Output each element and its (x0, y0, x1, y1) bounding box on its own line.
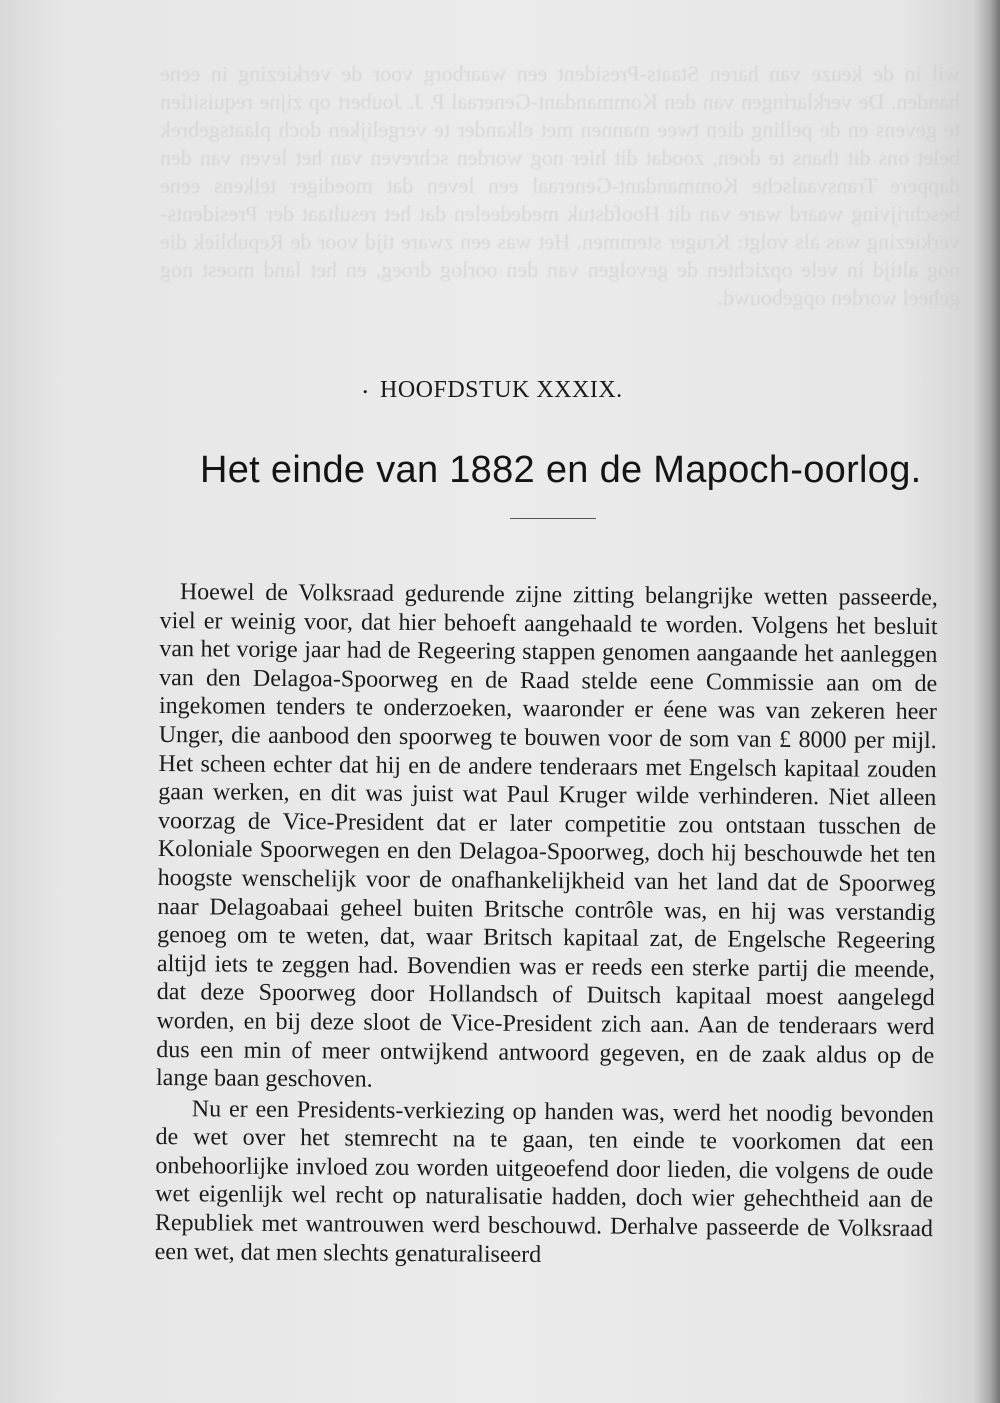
page-edge-shadow (974, 0, 1000, 1403)
paragraph: Hoewel de Volksraad gedurende zijne zitting belangrijke wetten passeerde, viel er weinig voor, dat hier behoeft aangehaald te worden. Volgens het besluit van het vorige jaar had de Regeering stappen genomen aangaande het aanleggen van den Delagoa-Spoorweg en de Raad stelde eene Commissie aan om de ingekomen tenders te onderzoeken, waaronder er éene was van zekeren heer Unger, die aanbood den spoorweg te bouwen voor de som van £ 8000 per mijl. Het scheen echter dat hij en de andere tenderaars met Engelsch kapitaal zouden gaan werken, en dit was juist wat Paul Kruger wilde verhinderen. Niet alleen voorzag de Vice-President dat er later competitie zou ontstaan tusschen de Koloniale Spoorwegen en den Delagoa-Spoorweg, doch hij beschouwde het ten hoogste wenschelijk voor de onafhankelijkheid van het land dat de Spoorweg naar Delagoabaai geheel buiten Britsche contrôle was, en hij was verstandig genoeg om te weten, dat, waar Britsch kapitaal zat, de Engelsche Regeering altijd iets te zeggen had. Bovendien was er reeds een sterke partij die meende, dat deze Spoorweg door Hollandsch of Duitsch kapitaal moest aangelegd worden, en bij deze sloot de Vice-President zich aan. Aan de tenderaars werd dus een min of meer ontwijkend antwoord gegeven, en de zaak aldus op de lange baan geschoven. (155, 579, 938, 1093)
paragraph: Nu er een Presidents-verkiezing op handen was, werd het noodig bevonden de wet over het stemrecht na te gaan, ten einde te voorkomen dat een onbehoorlijke invloed zou worden uitgeoefend door lieden, die volgens de oude wet eigenlijk wel recht op naturalisatie hadden, doch wier gehechtheid aan de Republiek met wantrouwen werd beschouwd. Derhalve passeerde de Volksraad een wet, dat men slechts genaturaliseerd (154, 1095, 934, 1268)
bleed-through-texture: wil in de keuze van haren Staats-President een waarborg voor de verkiezing in eene handen. De verklaringen van den Kommandant-Generaal P. J. Joubert op zijne requisitien te gevens en de pelling dien twee mannen met elkander te vergelijken doch plaatsgebrek belet ons dit thans te doen, zoodat dit hier nog worden schreven van het leven van den dappere Transvaalsche Kommandant-Generaal een leven dat moediger telkens eene beschrijving waard ware van dit Hoofdstuk mededeelen dat het resultaat der Presidents-verkiezing was als volgt: Kruger stemmen. Het was een zware tijd voor de Republiek die nog altijd in vele opzichten de gevolgen van den oorlog droeg, en het land moest nog geheel worden opgebouwd. (160, 61, 960, 310)
body-text (155, 578, 938, 1272)
chapter-heading: HOOFDSTUK XXXIX. (380, 377, 623, 403)
chapter-dot: . (362, 370, 369, 399)
chapter-title: Het einde van 1882 en de Mapoch-oorlog. (200, 449, 922, 491)
title-rule (510, 518, 596, 519)
